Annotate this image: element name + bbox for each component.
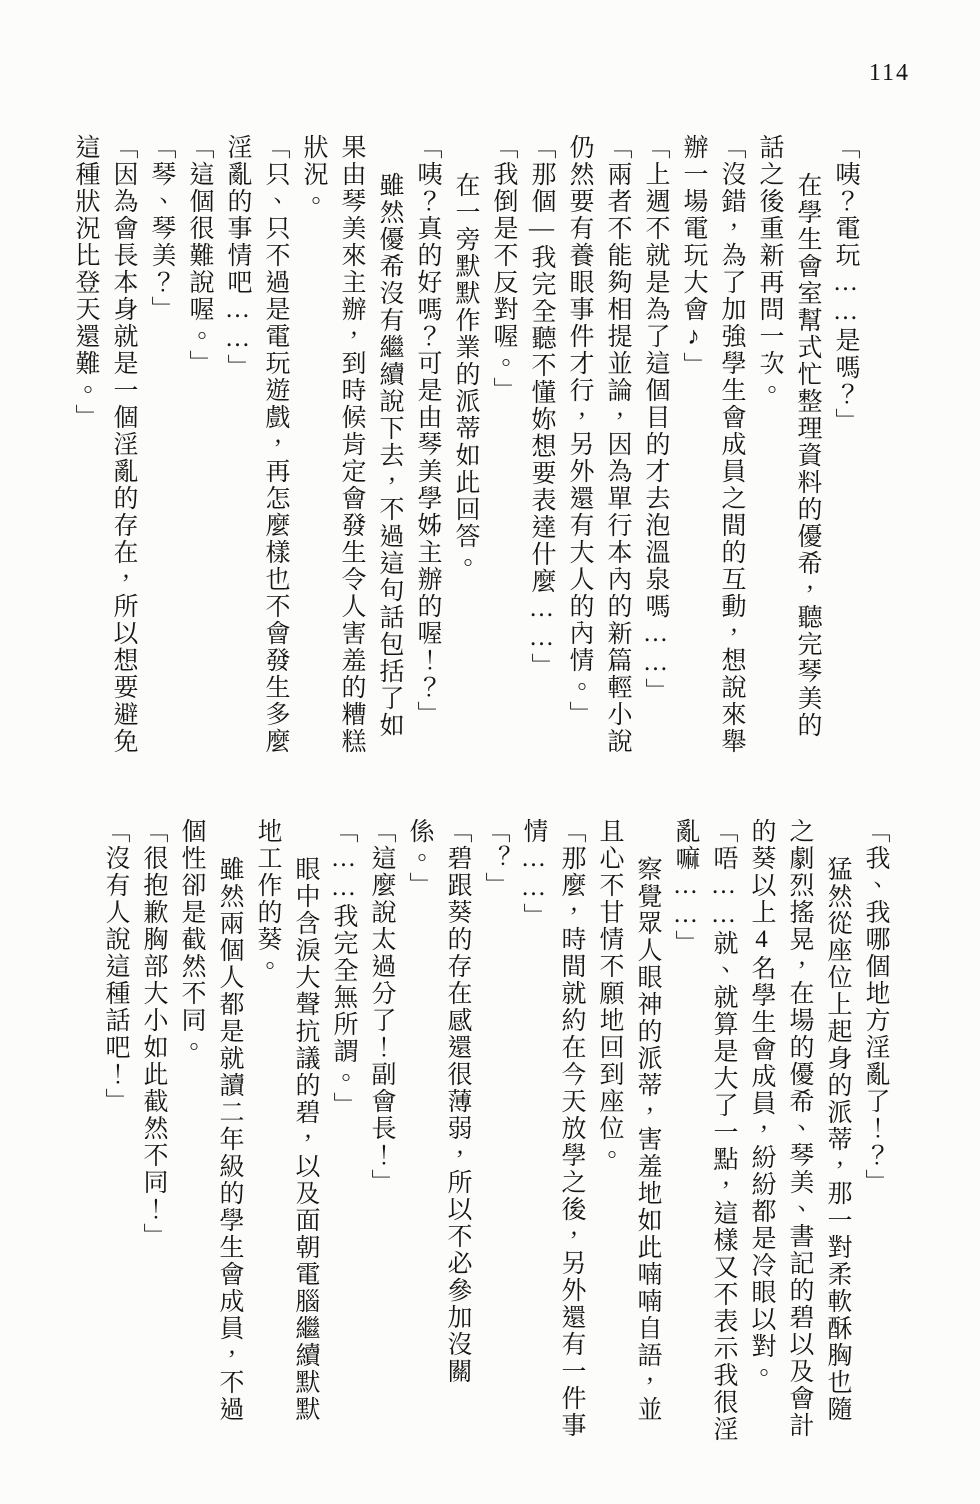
dialogue-paragraph: 「？」 xyxy=(482,818,509,899)
dialogue-paragraph: 「那個—我完全聽不懂妳想要表達什麼……」 xyxy=(528,134,555,680)
narration-paragraph: 察覺眾人眼神的派蒂，害羞地如此喃喃自語，並且心不甘情不願地回到座位。 xyxy=(596,818,661,1423)
dialogue-paragraph: 「碧跟葵的存在感還很薄弱，所以不必參加沒關係。」 xyxy=(406,818,471,1385)
dialogue-paragraph: 「我、我哪個地方淫亂了！？」 xyxy=(862,818,889,1196)
page-number: 114 xyxy=(868,60,910,86)
text-block-bottom xyxy=(96,818,894,1446)
dialogue-paragraph: 「唔……就、就算是大了一點，這樣又不表示我很淫亂嘛……」 xyxy=(672,818,737,1443)
dialogue-paragraph: 「因為會長本身就是一個淫亂的存在，所以想要避免這種狀況比登天還難。」 xyxy=(72,134,137,755)
dialogue-paragraph: 「沒錯，為了加強學生會成員之間的互動，想說來舉辦一場電玩大會♪」 xyxy=(680,134,745,755)
dialogue-paragraph: 「琴、琴美？」 xyxy=(148,134,175,323)
narration-paragraph: 雖然優希沒有繼續說下去，不過這句話包括了如果由琴美來主辦，到時候肯定會發生令人害羞的糟糕狀況。 xyxy=(300,134,403,755)
narration-paragraph: 眼中含淚大聲抗議的碧，以及面朝電腦繼續默默地工作的葵。 xyxy=(254,818,319,1423)
dialogue-paragraph: 「這麼說太過分了！副會長！」 xyxy=(368,818,395,1196)
dialogue-paragraph: 「兩者不能夠相提並論，因為單行本內的新篇輕小說仍然要有養眼事件才行，另外還有大人的內情。」 xyxy=(566,134,631,755)
dialogue-paragraph: 「沒有人說這種話吧！」 xyxy=(102,818,129,1115)
dialogue-paragraph: 「咦？電玩……是嗎？」 xyxy=(832,134,859,435)
narration-paragraph: 雖然兩個人都是就讀二年級的學生會成員，不過個性卻是截然不同。 xyxy=(178,818,243,1423)
narration-paragraph: 在一旁默默作業的派蒂如此回答。 xyxy=(452,172,479,577)
dialogue-paragraph: 「那麼，時間就約在今天放學之後，另外還有一件事情……」 xyxy=(520,818,585,1439)
dialogue-paragraph: 「只、只不過是電玩遊戲，再怎麼樣也不會發生多麼淫亂的事情吧……」 xyxy=(224,134,289,755)
dialogue-paragraph: 「……我完全無所謂。」 xyxy=(330,818,357,1119)
narration-paragraph: 在學生會室幫式忙整理資料的優希，聽完琴美的話之後重新再問一次。 xyxy=(756,134,821,739)
dialogue-paragraph: 「這個很難說喔。」 xyxy=(186,134,213,377)
dialogue-paragraph: 「很抱歉胸部大小如此截然不同！」 xyxy=(140,818,167,1250)
text-block-top xyxy=(66,134,864,762)
dialogue-paragraph: 「上週不就是為了這個目的才去泡溫泉嗎……」 xyxy=(642,134,669,705)
dialogue-paragraph: 「我倒是不反對喔。」 xyxy=(490,134,517,404)
dialogue-paragraph: 「咦？真的好嗎？可是由琴美學姊主辦的喔！？」 xyxy=(414,134,441,728)
narration-paragraph: 猛然從座位上起身的派蒂，那一對柔軟酥胸也隨之劇烈搖晃，在場的優希、琴美、書記的碧以及會計的葵以上4名學生會成員，紛紛都是冷眼以對。 xyxy=(748,818,851,1439)
